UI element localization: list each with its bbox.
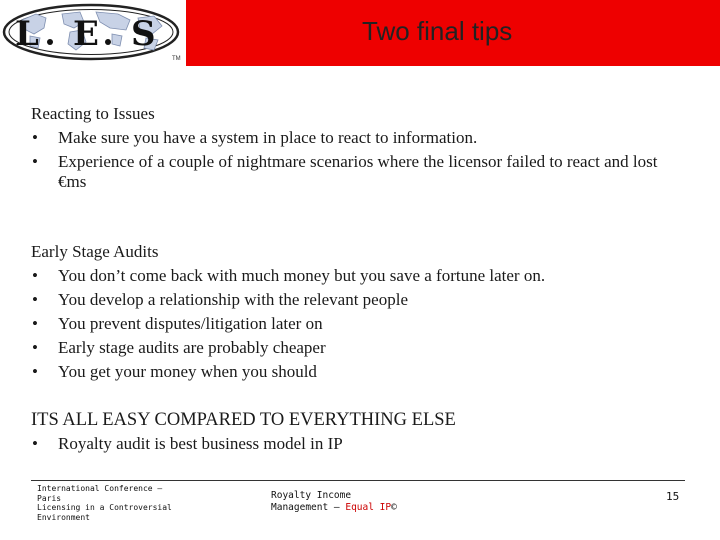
page-number: 15 [666,490,680,503]
list-item [31,288,545,312]
les-logo-graphic [0,0,186,66]
footer-line: Licensing in a Controversial [37,503,172,512]
list-item [31,264,545,288]
list-item [31,312,545,336]
bullet-glyph: • [32,152,38,171]
footer-line: International Conference – [37,484,163,493]
footer-line: Environment [37,512,90,522]
list-item-text: Make sure you have a system in place to react to information. [58,128,478,147]
list-item-text: Early stage audits are probably cheaper [58,338,326,357]
list-item [31,126,658,150]
section-reacting-to-issues [31,102,658,192]
footer-divider [31,480,685,481]
list-item-text: You develop a relationship with the relevant people [58,290,408,309]
section-heading: Early Stage Audits [31,242,159,261]
bullet-glyph: • [32,314,38,333]
logo-letter-e: E [73,14,99,54]
list-item-text: Experience of a couple of nightmare scenarios where the licensor failed to react and lost €ms [58,152,658,191]
list-item [31,432,456,456]
section-early-stage-audits [31,240,545,384]
footer-conference-info [37,484,172,522]
footer-mid-line2 [271,502,397,514]
bullet-glyph: • [32,362,38,381]
footer-brand-accent: Equal IP [345,502,392,513]
bullet-glyph: • [32,266,38,285]
section-its-all-easy [31,408,456,456]
footer-mid-line1: Royalty Income [271,490,352,501]
section-heading: ITS ALL EASY COMPARED TO EVERYTHING ELSE [31,410,456,430]
logo-letter-s: S [131,14,156,54]
list-item-text: Royalty audit is best business model in IP [58,434,343,453]
footer-mid-prefix: Management – [271,502,346,513]
bullet-glyph: • [32,434,38,453]
list-item-text: You prevent disputes/litigation later on [58,314,323,333]
section-heading: Reacting to Issues [31,104,155,123]
footer-line: Paris [37,493,62,503]
les-logo [0,0,186,66]
footer-presentation-title [271,490,397,514]
list-item-text: You get your money when you should [58,362,317,381]
list-item [31,360,545,384]
footer-copyright: © [391,502,397,513]
list-item [31,336,545,360]
bullet-glyph: • [32,128,38,147]
logo-letter-l: L [15,14,39,54]
slide-title: Two final tips [362,16,513,46]
bullet-glyph: • [32,338,38,357]
list-item-text: You don’t come back with much money but you save a fortune later on. [58,266,546,285]
list-item [31,150,658,192]
trademark-mark: TM [172,56,181,62]
bullet-glyph: • [32,290,38,309]
